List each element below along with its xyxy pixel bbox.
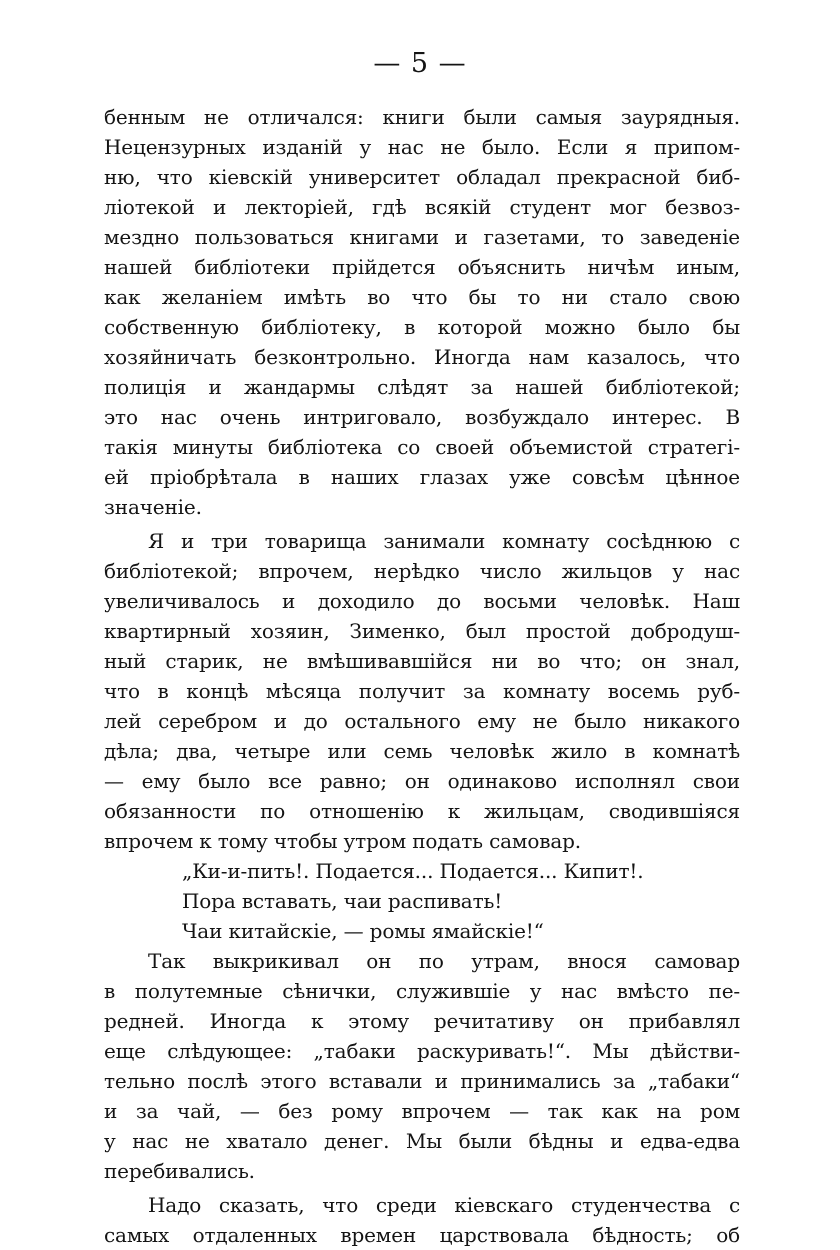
page-number: — 5 — xyxy=(373,48,467,79)
text-line: библіотекой; впрочем, нерѣдко число жильцов у нас xyxy=(104,559,740,583)
text-line: квартирный хозяин, Зименко, был простой добродуш- xyxy=(104,619,740,643)
text-line: как желаніем имѣть во что бы то ни стало свою xyxy=(104,285,740,309)
text-line: что в концѣ мѣсяца получит за комнату восемь руб- xyxy=(104,679,740,703)
verse-line: Пора вставать, чаи распивать! xyxy=(182,889,503,913)
body-text xyxy=(104,102,740,1250)
text-line: такія минуты библіотека со своей объемистой стратегі- xyxy=(104,435,740,459)
text-line: Так выкрикивал он по утрам, внося самовар xyxy=(148,949,740,973)
paragraph xyxy=(104,946,740,1186)
text-line: в полутемные сѣнички, служившіе у нас вмѣсто пе- xyxy=(104,979,740,1003)
text-line: редней. Иногда к этому речитативу он прибавлял xyxy=(104,1009,740,1033)
text-line: лей серебром и до остального ему не было никакого xyxy=(104,709,740,733)
text-line: мездно пользоваться книгами и газетами, то заведеніе xyxy=(104,225,740,249)
text-line: Нецензурных изданій у нас не было. Если я припом- xyxy=(104,135,740,159)
text-line: самых отдаленных времен царствовала бѣдность; об xyxy=(104,1223,740,1247)
text-line: — ему было все равно; он одинаково исполнял свои xyxy=(104,769,740,793)
text-line: значеніе. xyxy=(104,495,202,519)
text-line: нашей библіотеки прійдется объяснить ничѣм иным, xyxy=(104,255,740,279)
text-line: увеличивалось и доходило до восьми человѣк. Наш xyxy=(104,589,740,613)
text-line: хозяйничать безконтрольно. Иногда нам казалось, что xyxy=(104,345,740,369)
text-line: и за чай, — без рому впрочем — так как на ром xyxy=(104,1099,740,1123)
verse-quote xyxy=(104,856,740,946)
text-line: бенным не отличался: книги были самыя заурядныя. xyxy=(104,105,740,129)
verse-line: Чаи китайскіе, — ромы ямайскіе!“ xyxy=(182,919,544,943)
text-line: тельно послѣ этого вставали и принимались за „табаки“ xyxy=(104,1069,740,1093)
verse-line: „Ки-и-пить!. Подается... Подается... Кипит!. xyxy=(182,859,644,883)
text-line: дѣла; два, четыре или семь человѣк жило в комнатѣ xyxy=(104,739,740,763)
paragraph xyxy=(104,102,740,522)
text-line: ню, что кіевскій университет обладал прекрасной биб- xyxy=(104,165,740,189)
text-line: ей пріобрѣтала в наших глазах уже совсѣм цѣнное xyxy=(104,465,740,489)
text-line: полиція и жандармы слѣдят за нашей библіотекой; xyxy=(104,375,740,399)
paragraph xyxy=(104,526,740,856)
text-line: ный старик, не вмѣшивавшійся ни во что; он знал, xyxy=(104,649,740,673)
text-line: обязанности по отношенію к жильцам, сводившіяся xyxy=(104,799,740,823)
text-line: впрочем к тому чтобы утром подать самовар. xyxy=(104,829,581,853)
paragraph xyxy=(104,1190,740,1250)
text-line: у нас не хватало денег. Мы были бѣдны и едва-едва xyxy=(104,1129,740,1153)
text-line: еще слѣдующее: „табаки раскуривать!“. Мы дѣйстви- xyxy=(104,1039,740,1063)
text-line: собственную библіотеку, в которой можно было бы xyxy=(104,315,740,339)
text-line: Надо сказать, что среди кіевскаго студенчества с xyxy=(148,1193,740,1217)
text-line: Я и три товарища занимали комнату сосѣднюю с xyxy=(148,529,740,553)
text-line: это нас очень интриговало, возбуждало интерес. В xyxy=(104,405,740,429)
text-line: ліотекой и лекторіей, гдѣ всякій студент мог безвоз- xyxy=(104,195,740,219)
text-line: перебивались. xyxy=(104,1159,255,1183)
